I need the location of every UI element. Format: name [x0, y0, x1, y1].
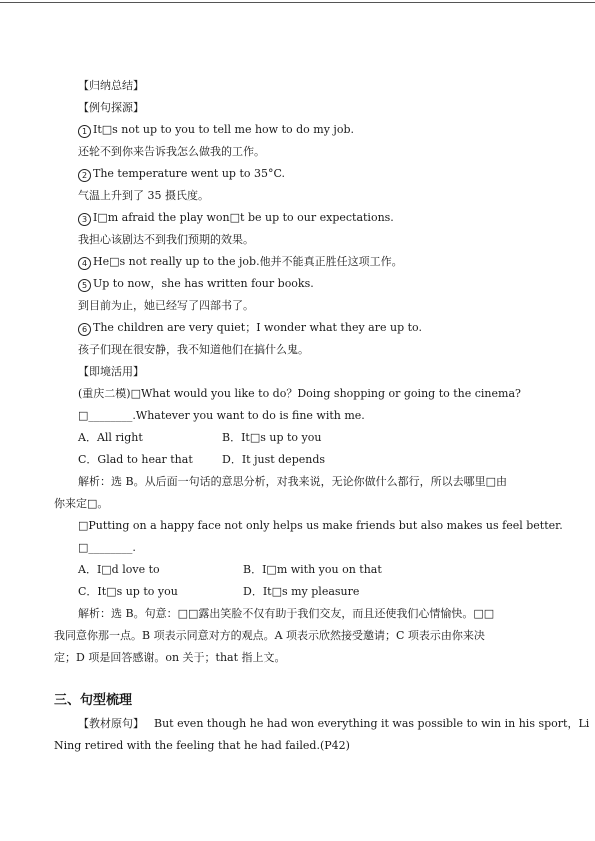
q2-analysis-line2: 我同意你那一点。B 项表示同意对方的观点。A 项表示欣然接受邀请；C 项表示由你来决 — [54, 629, 485, 642]
header-apply: 【即境活用】 — [78, 365, 144, 378]
q2-prompt: □Putting on a happy face not only helps us make friends but also makes us feel better. — [78, 519, 563, 532]
example-1-zh: 还轮不到你来告诉我怎么做我的工作。 — [78, 145, 265, 158]
q1-option-a: A．All right — [78, 431, 143, 444]
q1-prompt: (重庆二模)□What would you like to do？Doing shopping or going to the cinema? — [78, 387, 521, 400]
top-rule — [0, 2, 595, 3]
textbook-line1: 【教材原句】 But even though he had won everything it was possible to win in his sport，Li — [78, 717, 590, 730]
example-5-en: 5 Up to now，she has written four books. — [78, 277, 314, 292]
example-3-en: 3 I□m afraid the play won□t be up to our expectations. — [78, 211, 394, 226]
q1-option-c: C．Glad to hear that — [78, 453, 193, 466]
example-5-zh: 到目前为止，她已经写了四部书了。 — [78, 299, 254, 312]
circle-number-6: 6 — [78, 323, 91, 336]
q2-option-b: B．I□m with you on that — [243, 563, 382, 576]
circle-number-2: 2 — [78, 169, 91, 182]
q1-analysis-line1: 解析：选 B。从后面一句话的意思分析，对我来说，无论你做什么都行，所以去哪里□由 — [78, 475, 507, 488]
q1-analysis-line2: 你来定□。 — [54, 497, 109, 510]
circle-number-3: 3 — [78, 213, 91, 226]
example-6-en: 6 The children are very quiet；I wonder what they are up to. — [78, 321, 422, 336]
q1-option-d: D．It just depends — [222, 453, 326, 466]
circle-number-4: 4 — [78, 257, 91, 270]
q2-analysis-line1: 解析：选 B。句意：□□露出笑脸不仅有助于我们交友，而且还使我们心情愉快。□□ — [78, 607, 495, 620]
header-summary: 【归纳总结】 — [78, 79, 144, 92]
example-2-zh: 气温上升到了 35 摄氏度。 — [78, 189, 209, 202]
circle-number-1: 1 — [78, 125, 91, 138]
example-3-zh: 我担心该剧达不到我们预期的效果。 — [78, 233, 254, 246]
example-4-en: 4 He□s not really up to the job.他并不能真正胜任这项工作。 — [78, 255, 403, 270]
section-3-heading: 三、句型梳理 — [54, 693, 133, 708]
q2-option-c: C．It□s up to you — [78, 585, 178, 598]
circle-number-5: 5 — [78, 279, 91, 292]
example-6-zh: 孩子们现在很安静，我不知道他们在搞什么鬼。 — [78, 343, 309, 356]
example-2-en: 2 The temperature went up to 35°C. — [78, 167, 285, 182]
textbook-line2: Ning retired with the feeling that he had failed.(P42) — [54, 739, 350, 752]
q2-option-a: A．I□d love to — [78, 563, 160, 576]
header-example-source: 【例句探源】 — [78, 101, 144, 114]
q2-analysis-line3: 定；D 项是回答感谢。on 关于；that 指上文。 — [54, 651, 286, 664]
q1-blank: □________.Whatever you want to do is fine with me. — [78, 409, 365, 422]
q2-blank: □________. — [78, 541, 136, 554]
example-1-en: 1 It□s not up to you to tell me how to do my job. — [78, 123, 354, 138]
q2-option-d: D．It□s my pleasure — [243, 585, 360, 598]
q1-option-b: B．It□s up to you — [222, 431, 322, 444]
